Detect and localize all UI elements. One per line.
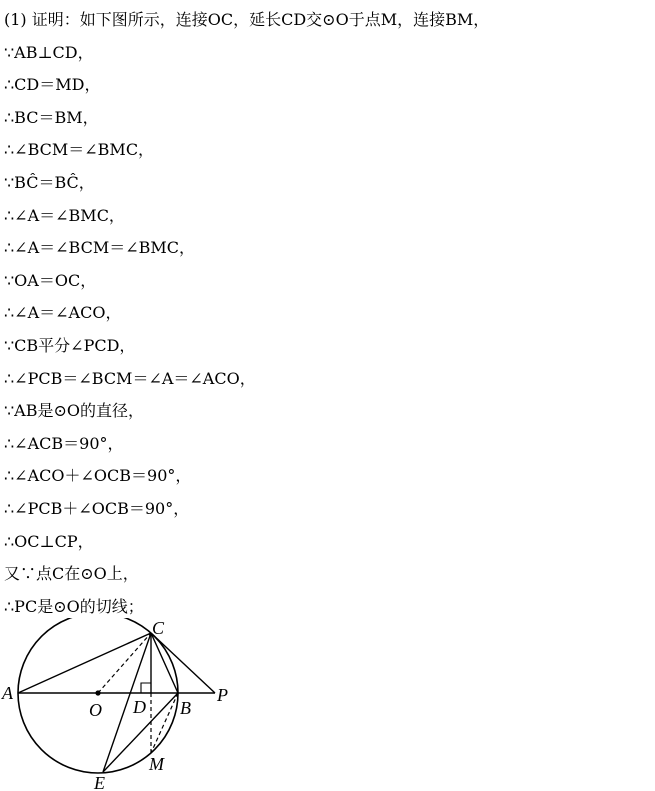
label-e: E	[94, 773, 105, 791]
label-o: O	[89, 700, 102, 720]
label-a: A	[2, 683, 13, 703]
geometry-figure	[0, 618, 260, 791]
line-cp	[151, 633, 215, 693]
proof-line-17: ∴OC⊥CP，	[4, 531, 94, 551]
label-d: D	[133, 697, 146, 717]
proof-line-15: ∴∠ACO＋∠OCB＝90°，	[4, 466, 192, 486]
proof-line-2: ∵AB⊥CD，	[4, 42, 94, 62]
proof-line-7: ∴∠A＝∠BMC，	[4, 205, 125, 225]
proof-line-19: ∴PC是⊙O的切线；	[4, 596, 144, 616]
proof-line-8: ∴∠A＝∠BCM＝∠BMC，	[4, 238, 196, 258]
label-c: C	[152, 618, 165, 638]
proof-line-12: ∴∠PCB＝∠BCM＝∠A＝∠ACO，	[4, 368, 256, 388]
label-p: P	[217, 685, 228, 705]
proof-line-1: (1) 证明：如下图所示，连接OC，延长CD交⊙O于点M，连接BM，	[4, 10, 490, 29]
line-ac	[18, 633, 151, 693]
proof-line-16: ∴∠PCB＋∠OCB＝90°，	[4, 498, 190, 518]
label-m: M	[149, 754, 164, 774]
line-cb	[151, 633, 178, 693]
proof-line-3: ∴CD＝MD，	[4, 75, 101, 95]
proof-line-4: ∴BC＝BM，	[4, 107, 99, 127]
right-angle-mark	[141, 683, 151, 693]
proof-text	[4, 4, 644, 623]
geometry-figure-svg	[0, 618, 260, 791]
line-oc	[98, 633, 151, 693]
point-o	[95, 690, 100, 695]
proof-line-13: ∵AB是⊙O的直径，	[4, 401, 145, 421]
proof-line-6: ∵BĈ＝BĈ，	[4, 172, 95, 192]
proof-line-18: 又∵点C在⊙O上，	[4, 564, 139, 584]
proof-line-14: ∴∠ACB＝90°，	[4, 433, 124, 453]
proof-line-10: ∴∠A＝∠ACO，	[4, 303, 122, 323]
line-bm	[151, 693, 178, 753]
proof-line-11: ∵CB平分∠PCD，	[4, 335, 136, 355]
label-b: B	[180, 698, 191, 718]
proof-line-5: ∴∠BCM＝∠BMC，	[4, 140, 155, 160]
proof-line-9: ∵OA＝OC，	[4, 270, 97, 290]
